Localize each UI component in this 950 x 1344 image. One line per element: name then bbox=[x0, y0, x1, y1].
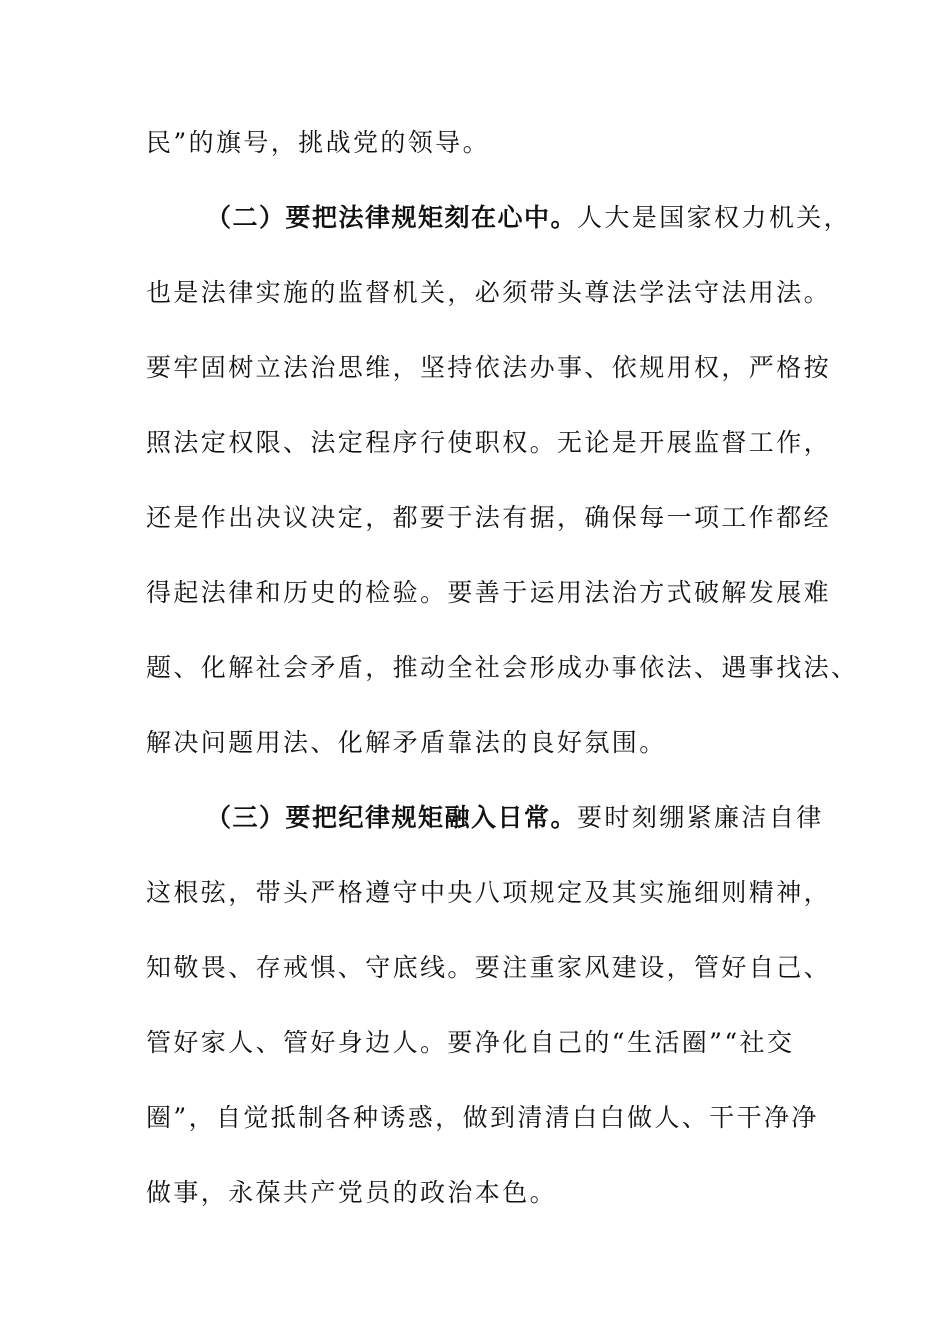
line-text: 管好家人、管好身边人。要净化自己的“生活圈”“社交 bbox=[146, 1028, 795, 1057]
text-line bbox=[146, 498, 831, 538]
line-text: 也是法律实施的监督机关，必须带头尊法学法守法用法。 bbox=[146, 278, 832, 307]
line-text: 解决问题用法、化解矛盾靠法的良好氛围。 bbox=[146, 728, 667, 757]
section-heading-line bbox=[206, 198, 851, 238]
section-heading: （二）要把法律规矩刻在心中。 bbox=[206, 203, 578, 232]
text-line bbox=[146, 423, 831, 463]
text-line bbox=[146, 573, 831, 613]
text-line bbox=[146, 123, 490, 163]
line-text: 人大是国家权力机关， bbox=[577, 203, 852, 232]
text-line bbox=[146, 948, 831, 988]
text-line bbox=[146, 273, 831, 313]
line-text: 要时刻绷紧廉洁自律 bbox=[577, 803, 824, 832]
line-text: 做事，永葆共产党员的政治本色。 bbox=[146, 1178, 558, 1207]
section-heading: （三）要把纪律规矩融入日常。 bbox=[206, 803, 578, 832]
text-line bbox=[146, 1098, 819, 1138]
text-line bbox=[146, 1173, 557, 1213]
text-line bbox=[146, 348, 831, 388]
section-heading-line bbox=[206, 798, 824, 838]
line-text: 得起法律和历史的检验。要善于运用法治方式破解发展难 bbox=[146, 578, 832, 607]
line-text: 要牢固树立法治思维，坚持依法办事、依规用权，严格按 bbox=[146, 353, 832, 382]
line-text: 照法定权限、法定程序行使职权。无论是开展监督工作， bbox=[146, 428, 832, 457]
text-line bbox=[146, 723, 667, 763]
text-line bbox=[146, 1023, 794, 1063]
line-text: 题、化解社会矛盾，推动全社会形成办事依法、遇事找法、 bbox=[146, 653, 859, 682]
text-line bbox=[146, 873, 831, 913]
line-text: 圈”，自觉抵制各种诱惑，做到清清白白做人、干干净净 bbox=[146, 1103, 819, 1132]
line-text: 知敬畏、存戒惧、守底线。要注重家风建设，管好自己、 bbox=[146, 953, 832, 982]
line-text: 这根弦，带头严格遵守中央八项规定及其实施细则精神， bbox=[146, 878, 832, 907]
text-line bbox=[146, 648, 858, 688]
line-text: 民”的旗号，挑战党的领导。 bbox=[146, 128, 490, 157]
line-text: 还是作出决议决定，都要于法有据，确保每一项工作都经 bbox=[146, 503, 832, 532]
